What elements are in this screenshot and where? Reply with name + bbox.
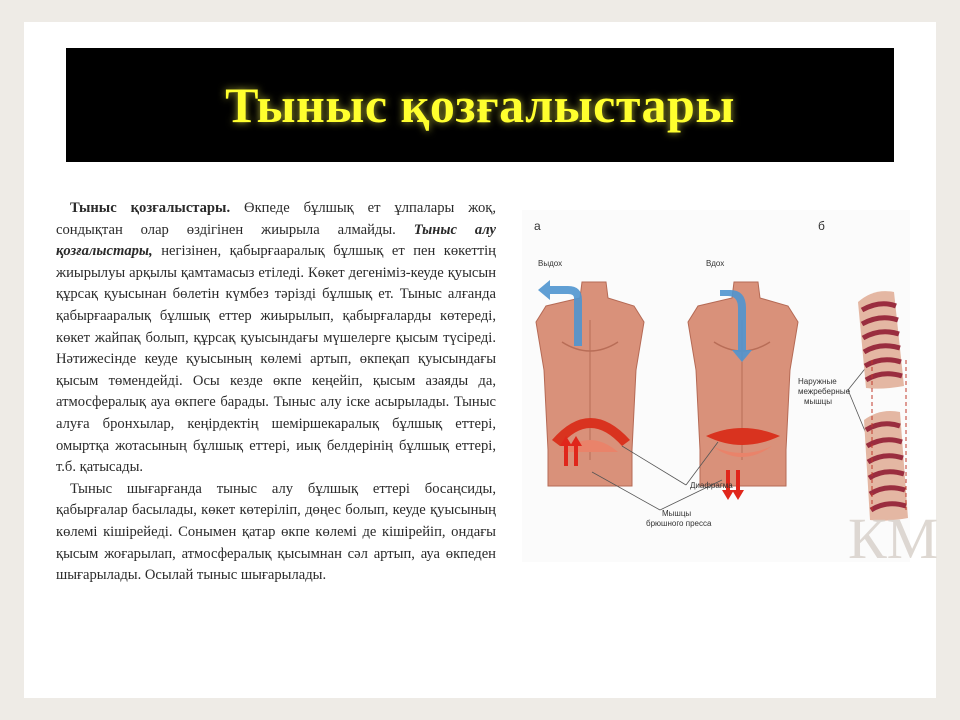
body-text [56,198,496,587]
watermark: КМ [848,506,939,571]
muscles-label-line-1: Наружные [798,377,837,386]
paragraph-1-lead: Тыныс қозғалыстары. [70,200,231,216]
page-title: Тыныс қозғалыстары [225,77,735,133]
muscles-label-line-3: мышцы [804,397,832,406]
figure-label-b: б [818,219,825,233]
exhale-label: Выдох [538,259,563,268]
abs-label-line-1: Мышцы [662,509,692,518]
torso-exhale [536,282,644,486]
breathing-illustration [522,210,939,571]
paragraph-1 [56,198,496,479]
paragraph-1-italic-term: Тыныс алу қозғалыстары, [56,221,496,260]
inhale-label: Вдох [706,259,725,268]
figure-label-a: а [534,219,541,233]
breathing-figure [522,210,939,571]
muscles-label-line-2: межреберные [798,387,851,396]
paragraph-1-text-a: Өкпеде бұлшық ет ұлпалары жоқ, сондықтан олар өздігінен жиырыла алмайды. [56,200,496,238]
diaphragm-label: Диафрагма [690,481,733,490]
abs-label-line-2: брюшного пресса [646,519,712,528]
ribcage-lower [864,411,908,521]
paragraph-2: Тыныс шығарғанда тыныс алу бұлшық еттері босаңсиды, қабырғалар басылады, көкет көтеріліп, дөңес болып, кеуде қуысының көлемі кішірейеді. Сонымен қатар өкпе көлемі де кішірейіп, ондағы қысым жоғарылап, атмосфералық қысымнан сәл артып, ауа өкпеден шығарылады. Осылай тыныс шығарылады. [56,480,496,584]
title-bar [66,48,894,162]
ribcage-upper [858,291,904,389]
paragraph-1-text-b: негізінен, қабырғааралық бұлшық ет пен көкеттің жиырылуы арқылы қамтамасыз етіледі. Көкет дегеніміз-кеуде қуысын құрсақ қуысынан бөлетін күмбез тәрізді бұлшық ет. Тыныс алғанда қабырғааралық бұлшық еттер жиырылып, қабырғаларды көтереді, көкет жайпақ болып, құрсақ қуысындағы мүшелерге қысым түсіреді. Нәтижесінде кеуде қуысының көлемі артып, өкпеқап қуысындағы қысым төмендейді. Осы кезде өкпе кеңейіп, қысым азаяды да, атмосфералық ауа өкпеге барады. Тыныс алу іске асырылады. Тыныс алуға бронхылар, кеңірдектің шеміршекаралық бұлшық еттері, омыртқа жотасының бұлшық еттері, иық белдерінің бұлшық еттері, т.б. қатысады. [56,243,496,476]
slide [24,22,939,698]
